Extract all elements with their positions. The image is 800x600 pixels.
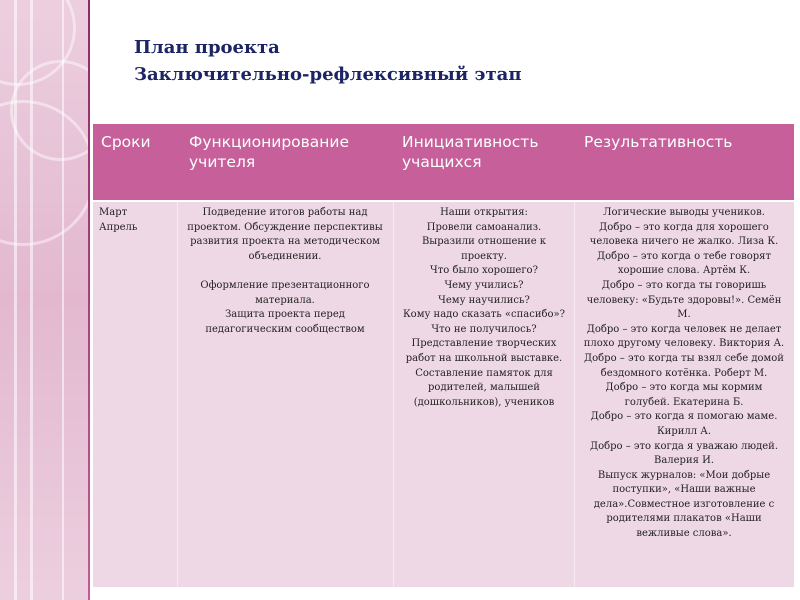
cell-text: дела».Совместное изготовление с bbox=[593, 498, 775, 510]
cell-text: Чему научились? bbox=[438, 294, 530, 306]
slide-title bbox=[134, 34, 522, 88]
cell-text: Оформление презентационного bbox=[200, 279, 370, 291]
cell-text: Кому надо сказать «спасибо»? bbox=[402, 309, 566, 321]
cell-text: Что было хорошего? bbox=[430, 265, 538, 277]
cell-text: голубей. Екатерина Б. bbox=[624, 396, 744, 408]
cell-text: Представление творческих bbox=[411, 338, 557, 350]
header-terms-text: Сроки bbox=[101, 133, 151, 151]
cell-text: человеку: «Будьте здоровы!». Семён bbox=[586, 294, 782, 306]
column-separator bbox=[574, 202, 575, 587]
cell-text: Добро – это когда я помогаю маме. bbox=[590, 411, 778, 423]
cell-text: Логические выводы учеников. bbox=[603, 207, 765, 218]
cell-text: объединении. bbox=[248, 250, 322, 262]
cell-text: Добро – это когда ты говоришь bbox=[601, 279, 767, 291]
cell-text: плохо другому человеку. Виктория А. bbox=[583, 338, 785, 350]
cell-text: Наши открытия: bbox=[440, 207, 528, 218]
cell-text: Провели самоанализ. bbox=[426, 221, 542, 233]
header-results-text: Результативность bbox=[584, 133, 733, 151]
cell-text: Добро – это когда ты взял себе домой bbox=[584, 352, 784, 364]
cell-text: Выпуск журналов: «Мои добрые bbox=[597, 469, 771, 481]
cell-text: педагогическим сообществом bbox=[205, 323, 365, 335]
cell-text: Апрель bbox=[99, 221, 138, 233]
cell-text: Подведение итогов работы над bbox=[202, 207, 368, 218]
cell-text: (дошкольников), учеников bbox=[413, 396, 555, 408]
cell-text: проекту. bbox=[461, 250, 507, 262]
title-line-2: Заключительно-рефлексивный этап bbox=[134, 64, 522, 85]
cell-results bbox=[576, 206, 792, 542]
cell-text: родителей, малышей bbox=[428, 382, 540, 394]
cell-text: Что не получилось? bbox=[431, 323, 537, 335]
cell-students bbox=[394, 206, 574, 410]
header-students-line1: Инициативность bbox=[402, 133, 539, 151]
cell-text: поступки», «Наши важные bbox=[612, 484, 756, 496]
cell-text: Добро – это когда я уважаю людей. bbox=[589, 440, 779, 452]
plan-table bbox=[93, 124, 794, 587]
header-teacher bbox=[189, 132, 349, 172]
cell-text: Добро – это когда для хорошего bbox=[599, 221, 769, 233]
cell-text: Добро – это когда человек не делает bbox=[586, 323, 782, 335]
decorative-ring bbox=[0, 100, 88, 246]
cell-text: родителями плакатов «Наши bbox=[606, 513, 762, 525]
divider-line bbox=[88, 0, 90, 600]
cell-spacer bbox=[179, 264, 391, 279]
header-teacher-line2: учителя bbox=[189, 153, 256, 171]
cell-text: материала. bbox=[255, 294, 315, 306]
cell-text: Составление памяток для bbox=[415, 367, 553, 379]
cell-text: развития проекта на методическом bbox=[190, 236, 380, 248]
title-line-1: План проекта bbox=[134, 37, 280, 58]
cell-text: хорошие слова. Артём К. bbox=[617, 265, 751, 277]
header-teacher-line1: Функционирование bbox=[189, 133, 350, 151]
column-separator bbox=[177, 202, 178, 587]
cell-text: Выразили отношение к bbox=[421, 236, 547, 248]
header-results bbox=[584, 132, 732, 152]
table-header-row bbox=[93, 124, 794, 202]
cell-text: вежливые слова». bbox=[636, 528, 732, 540]
cell-text: М. bbox=[677, 309, 691, 321]
cell-text: Чему учились? bbox=[444, 279, 524, 291]
cell-text: Март bbox=[99, 207, 128, 218]
cell-text: Добро – это когда о тебе говорят bbox=[596, 250, 771, 262]
cell-teacher bbox=[179, 206, 391, 337]
cell-text: Валерия И. bbox=[653, 455, 715, 467]
decorative-side-panel bbox=[0, 0, 88, 600]
cell-text: Кирилл А. bbox=[656, 425, 712, 437]
header-students-line2: учащихся bbox=[402, 153, 482, 171]
cell-text: работ на школьной выставке. bbox=[405, 352, 563, 364]
cell-text: бездомного котёнка. Роберт М. bbox=[600, 367, 768, 379]
cell-text: Защита проекта перед bbox=[225, 309, 345, 321]
header-terms bbox=[101, 132, 151, 152]
cell-text: Добро – это когда мы кормим bbox=[605, 382, 763, 394]
cell-text: проектом. Обсуждение перспективы bbox=[187, 221, 383, 233]
cell-text: человека ничего не жалко. Лиза К. bbox=[589, 236, 779, 248]
cell-terms bbox=[99, 206, 175, 235]
header-students bbox=[402, 132, 538, 172]
